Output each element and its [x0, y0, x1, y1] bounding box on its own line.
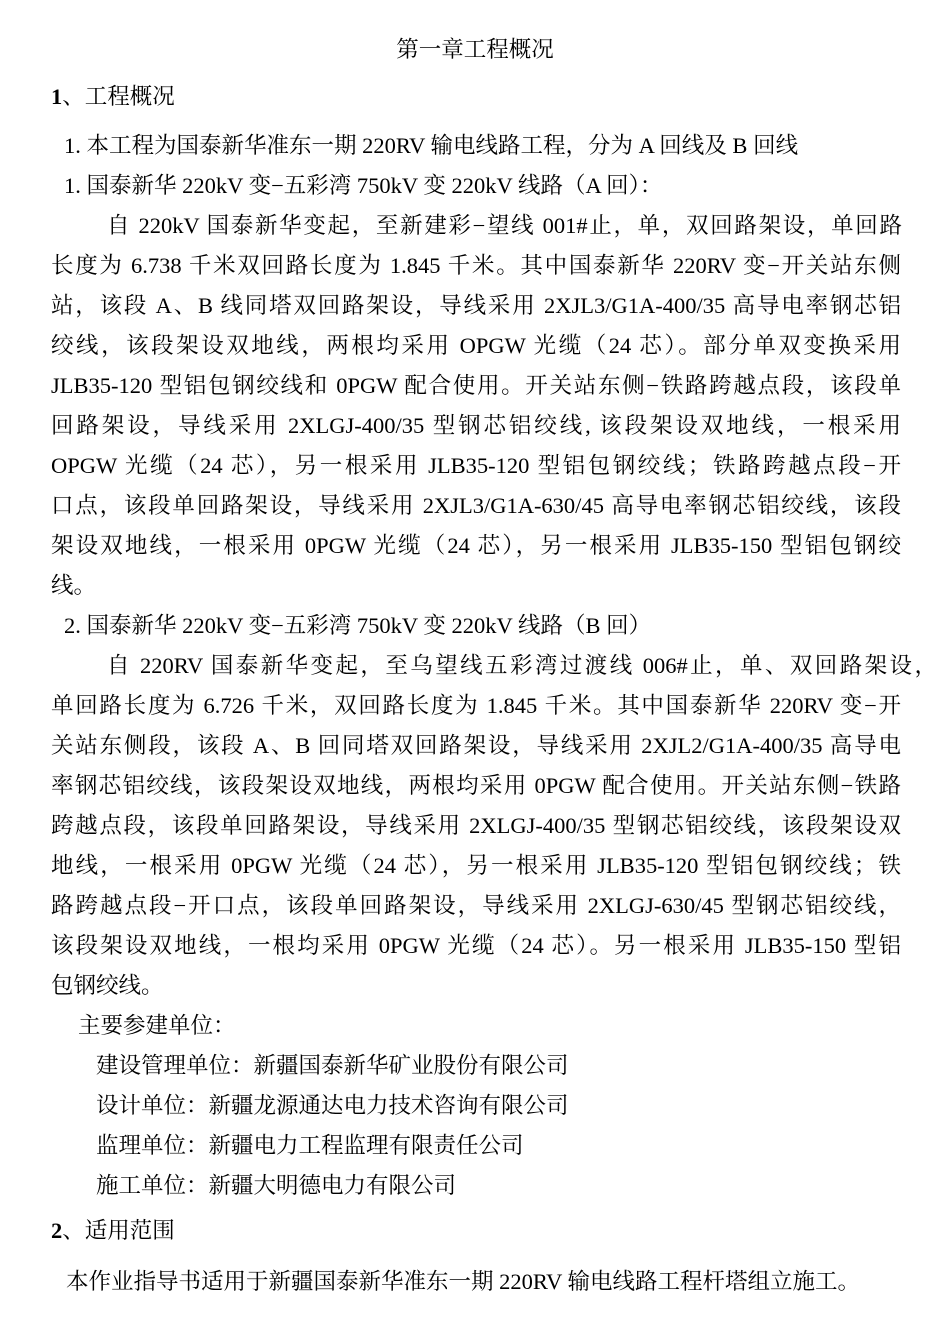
section-2-number: 2 — [51, 1218, 63, 1243]
route-a-line: JLB35-120 型铝包钢绞线和 0PGW 配合使用。开关站东侧−铁路跨越点段，该段单 — [51, 373, 901, 398]
route-a-line: 架设双地线，一根采用 0PGW 光缆（24 芯），另一根采用 JLB35-150 型铝包钢绞 — [51, 533, 901, 558]
participant-item: 设计单位：新疆龙源通达电力技术咨询有限公司 — [96, 1093, 569, 1118]
route-a-line: 长度为 6.738 千米双回路长度为 1.845 千米。其中国泰新华 220RV 变−开关站东侧 — [51, 253, 901, 278]
route-a-line: 线。 — [51, 573, 97, 598]
section-2-heading — [51, 1216, 175, 1246]
route-b-line: 关站东侧段，该段 A、B 回同塔双回路架设，导线采用 2XJL2/G1A-400/35 高导电 — [51, 733, 901, 758]
section-2-title: 、适用范围 — [62, 1218, 175, 1243]
route-b-line: 包钢绞线。 — [51, 973, 164, 998]
participants-heading: 主要参建单位： — [78, 1013, 236, 1038]
chapter-title: 第一章工程概况 — [396, 37, 554, 62]
route-b-line: 地线，一根采用 0PGW 光缆（24 芯），另一根采用 JLB35-120 型铝包钢绞线；铁 — [51, 853, 901, 878]
route-a-line: 自 220kV 国泰新华变起，至新建彩−望线 001#止，单，双回路架设，单回路 — [107, 213, 902, 238]
participant-item: 监理单位：新疆电力工程监理有限责任公司 — [96, 1133, 524, 1158]
project-intro: 1. 本工程为国泰新华准东一期 220RV 输电线路工程，分为 A 回线及 B 回线 — [64, 133, 799, 158]
route-a-line: 口点，该段单回路架设，导线采用 2XJL3/G1A-630/45 高导电率钢芯铝绞线，该段 — [51, 493, 901, 518]
route-b-heading: 2. 国泰新华 220kV 变−五彩湾 750kV 变 220kV 线路（B 回） — [64, 613, 652, 638]
route-b-line: 自 220RV 国泰新华变起，至乌望线五彩湾过渡线 006#止，单、双回路架设， — [107, 653, 937, 678]
participant-item: 建设管理单位：新疆国泰新华矿业股份有限公司 — [96, 1053, 569, 1078]
route-a-line: 绞线，该段架设双地线，两根均采用 OPGW 光缆（24 芯）。部分单双变换采用 — [51, 333, 901, 358]
route-b-line: 路跨越点段−开口点，该段单回路架设，导线采用 2XLGJ-630/45 型钢芯铝绞线， — [51, 893, 901, 918]
route-b-line: 跨越点段，该段单回路架设，导线采用 2XLGJ-400/35 型钢芯铝绞线，该段架设双 — [51, 813, 901, 838]
section-1-title: 、工程概况 — [62, 84, 175, 109]
route-a-line: 站，该段 A、B 线同塔双回路架设，导线采用 2XJL3/G1A-400/35 高导电率钢芯铝 — [51, 293, 901, 318]
participant-item: 施工单位：新疆大明德电力有限公司 — [96, 1173, 457, 1198]
scope-text: 本作业指导书适用于新疆国泰新华准东一期 220RV 输电线路工程杆塔组立施工。 — [66, 1269, 861, 1294]
route-b-line: 单回路长度为 6.726 千米，双回路长度为 1.845 千米。其中国泰新华 220RV 变−开 — [51, 693, 901, 718]
route-a-line: 回路架设，导线采用 2XLGJ-400/35 型钢芯铝绞线, 该段架设双地线，一根采用 — [51, 413, 901, 438]
route-b-line: 率钢芯铝绞线，该段架设双地线，两根均采用 0PGW 配合使用。开关站东侧−铁路 — [51, 773, 901, 798]
section-1-heading — [51, 82, 175, 112]
section-1-number: 1 — [51, 84, 63, 109]
route-a-heading: 1. 国泰新华 220kV 变−五彩湾 750kV 变 220kV 线路（A 回）： — [64, 173, 663, 198]
route-a-line: OPGW 光缆（24 芯），另一根采用 JLB35-120 型铝包钢绞线；铁路跨越点段−开 — [51, 453, 901, 478]
route-b-line: 该段架设双地线，一根均采用 0PGW 光缆（24 芯）。另一根采用 JLB35-150 型铝 — [51, 933, 901, 958]
